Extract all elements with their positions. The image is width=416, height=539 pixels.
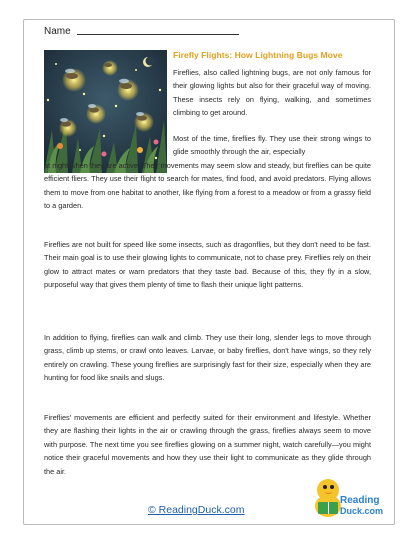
- name-field[interactable]: [44, 26, 239, 37]
- paragraph-4: In addition to flying, fireflies can walk and climb. They use their long, slender legs to move through grass, climb up stems, or crawl onto leaves. Larvae, or baby fireflies, don't have wings, so they rely entirely on crawling. These young fireflies are surprisingly fast for their size, especially when they are hunting for food like snails and slugs.: [44, 333, 371, 383]
- paragraph-2-part-a: Most of the time, fireflies fly. They use their strong wings to glide smoothly through the air, especially: [173, 134, 371, 157]
- name-line: [77, 33, 239, 35]
- paragraph-3: Fireflies are not built for speed like some insects, such as dragonflies, but they don't need to be fast. Their main goal is to use their glowing lights to communicate, not to chase prey. Fireflies rely on their glow to attract mates or warn predators that they taste bad. Because of this, they fly in a slow, purposeful way that gives them plenty of time to flash their unique light patterns.: [44, 240, 371, 290]
- svg-text:Duck.com: Duck.com: [340, 506, 384, 516]
- name-label: Name: [44, 26, 71, 37]
- article-title: Firefly Flights: How Lightning Bugs Move: [173, 50, 343, 60]
- paragraph-1: Fireflies, also called lightning bugs, are not only famous for their glowing lights but also for their graceful way of moving. These insects rely on flying, walking, and sometimes climbing to get around.: [173, 68, 371, 118]
- paragraph-5: Fireflies' movements are efficient and perfectly suited for their environment and lifestyle. Whether they are flashing their lights in the air or crawling through the grass, fireflies always seem to move with purpose. The next time you see fireflies glowing on a summer night, watch carefully—you might notice their graceful movements and how they use their light to communicate as they glide through the air.: [44, 413, 371, 476]
- paragraph-2-part-b: at night when they are active. Their movements may seem slow and steady, but fireflies can be quite efficient fliers. They use their flight to search for mates, find food, and avoid predators. Flying allows them to move from one habitat to another, like flying from a forest to a meadow or from a grassy field to a garden.: [44, 161, 371, 211]
- readingduck-logo: [312, 472, 384, 526]
- firefly-illustration: [44, 50, 167, 173]
- svg-text:Reading: Reading: [340, 495, 380, 506]
- readingduck-link[interactable]: © ReadingDuck.com: [148, 504, 245, 516]
